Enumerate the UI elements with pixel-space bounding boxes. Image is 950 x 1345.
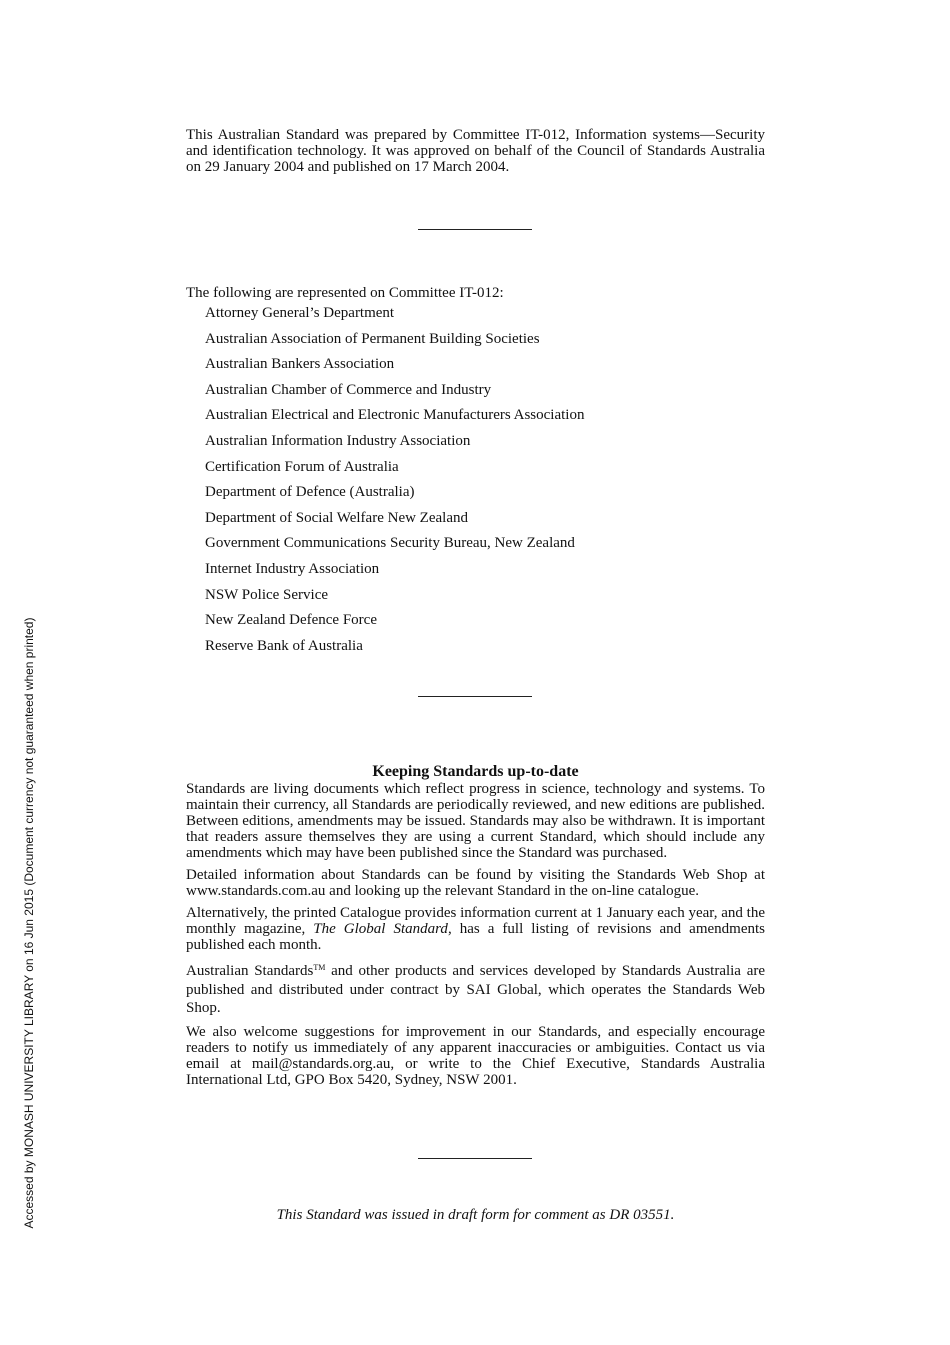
list-item: Attorney General’s Department (205, 305, 395, 321)
list-item: Internet Industry Association (205, 560, 380, 577)
list-item: Australian Information Industry Association (205, 432, 471, 449)
committee-intro: The following are represented on Committee IT-012: (186, 285, 504, 301)
paragraph: Detailed information about Standards can be found by visiting the Standards Web Shop at www.standards.com.au and looking up the relevant Standard in the on-line catalogue. (186, 867, 765, 899)
section-divider (418, 229, 532, 230)
trademark-symbol: TM (313, 963, 326, 972)
draft-note: This Standard was issued in draft form for comment as DR 03551. (276, 1207, 675, 1223)
paragraph-text: Australian Standards (186, 963, 314, 979)
list-item: Certification Forum of Australia (205, 458, 399, 475)
keeping-standards-section (186, 763, 765, 1094)
paragraph-text: , has a full listing of revisions and amendments published each month. (186, 921, 765, 953)
list-item: Australian Association of Permanent Building Societies (205, 330, 540, 347)
preparation-statement (186, 127, 765, 175)
list-item: Reserve Bank of Australia (205, 637, 363, 654)
list-item: New Zealand Defence Force (205, 612, 377, 629)
magazine-title: The Global Standard (313, 921, 448, 937)
list-item: Australian Bankers Association (205, 356, 395, 373)
paragraph (186, 905, 765, 953)
access-watermark-text: Accessed by MONASH UNIVERSITY LIBRARY on 16 Jun 2015 (Document currency not guaranteed when printed) (22, 617, 36, 1229)
preparation-text: This Australian Standard was prepared by Committee IT-012, Information systems—Security and identification technology. It was approved on behalf of the Council of Standards Australia on 29 January 2004 and published on 17 March 2004. (186, 127, 765, 175)
committee-member-list (186, 301, 765, 659)
committee-section (186, 285, 765, 659)
list-item: Australian Chamber of Commerce and Industry (205, 381, 492, 398)
list-item: Department of Social Welfare New Zealand (205, 509, 468, 526)
section-divider (418, 696, 532, 697)
list-item: Government Communications Security Bureau, New Zealand (205, 535, 575, 552)
list-item: Australian Electrical and Electronic Manufacturers Association (205, 407, 585, 424)
paragraph: We also welcome suggestions for improvement in our Standards, and especially encourage readers to notify us immediately of any apparent inaccuracies or ambiguities. Contact us via email at mail@standards.org.au, or write to the Chief Executive, Standards Australia International Ltd, GPO Box 5420, Sydney, NSW 2001. (186, 1023, 765, 1088)
paragraph: Standards are living documents which reflect progress in science, technology and systems. To maintain their currency, all Standards are periodically reviewed, and new editions are published. Between editions, amendments may be issued. Standards may also be withdrawn. It is important that readers assure themselves they are using a current Standard, which should include any amendments which may have been published since the Standard was purchased. (186, 781, 765, 861)
section-heading: Keeping Standards up-to-date (372, 763, 579, 780)
paragraph-text: and other products and services developed by Standards Australia are published and distributed under contract by SAI Global, which operates the Standards Web Shop. (186, 963, 766, 1016)
paragraph-text: Alternatively, the printed Catalogue provides information current at 1 January each year, and the monthly magazine, (186, 905, 765, 937)
paragraph (186, 959, 765, 1018)
section-divider (418, 1158, 532, 1159)
list-item: Department of Defence (Australia) (205, 484, 415, 501)
list-item: NSW Police Service (205, 586, 329, 603)
